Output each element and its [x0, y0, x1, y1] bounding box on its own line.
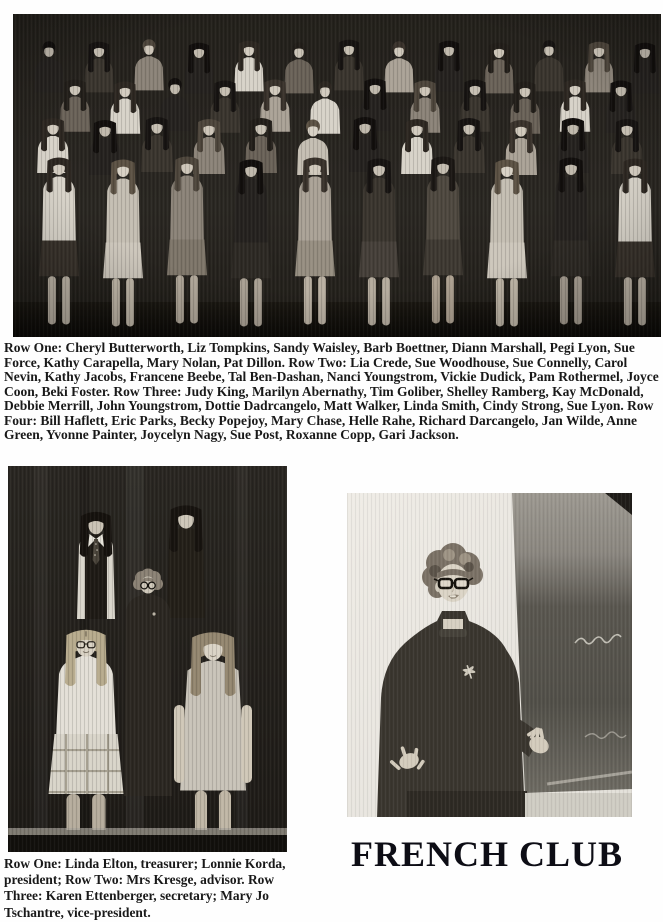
- photo-vignette: [13, 14, 661, 337]
- officers-photo-caption: Row One: Linda Elton, treasurer; Lonnie Korda, president; Row Two: Mrs Kresge, advisor. Row Three: Karen Ettenberger, secretary; Mary Jo Tschantre, vice-president.: [4, 856, 286, 920]
- scan-texture: [8, 466, 287, 852]
- page-title: FRENCH CLUB: [350, 834, 624, 874]
- officers-photo: [8, 466, 287, 852]
- group-photo-caption: Row One: Cheryl Butterworth, Liz Tompkins, Sandy Waisley, Barb Boettner, Diann Marshall, Pegi Lyon, Sue Force, Kathy Carapella, Mary Nolan, Pat Dillon. Row Two: Lia Crede, Sue Woodhouse, Sue Connelly, Carol Nevin, Kathy Jacobs, Francene Beebe, Tal Ben-Dashan, Nanci Youngstrom, Vickie Dudick, Pam Rothermel, Joyce Coon, Beki Foster. Row Three: Judy King, Marilyn Abernathy, Tim Goliber, Shelley Ramberg, Kay McDonald, Debbie Merrill, John Youngstrom, Dottie Dadrcangelo, Matt Walker, Linda Smith, Cindy Strong, Sue Lyon. Row Four: Bill Haflett, Eric Parks, Becky Popejoy, Mary Chase, Helle Rahe, Richard Darcangelo, Jan Wilde, Anne Green, Yvonne Painter, Joycelyn Nagy, Sue Post, Roxanne Copp, Gari Jackson.: [4, 340, 659, 442]
- group-photo: [13, 14, 661, 337]
- scan-texture: [347, 493, 632, 817]
- advisor-photo: [347, 493, 632, 817]
